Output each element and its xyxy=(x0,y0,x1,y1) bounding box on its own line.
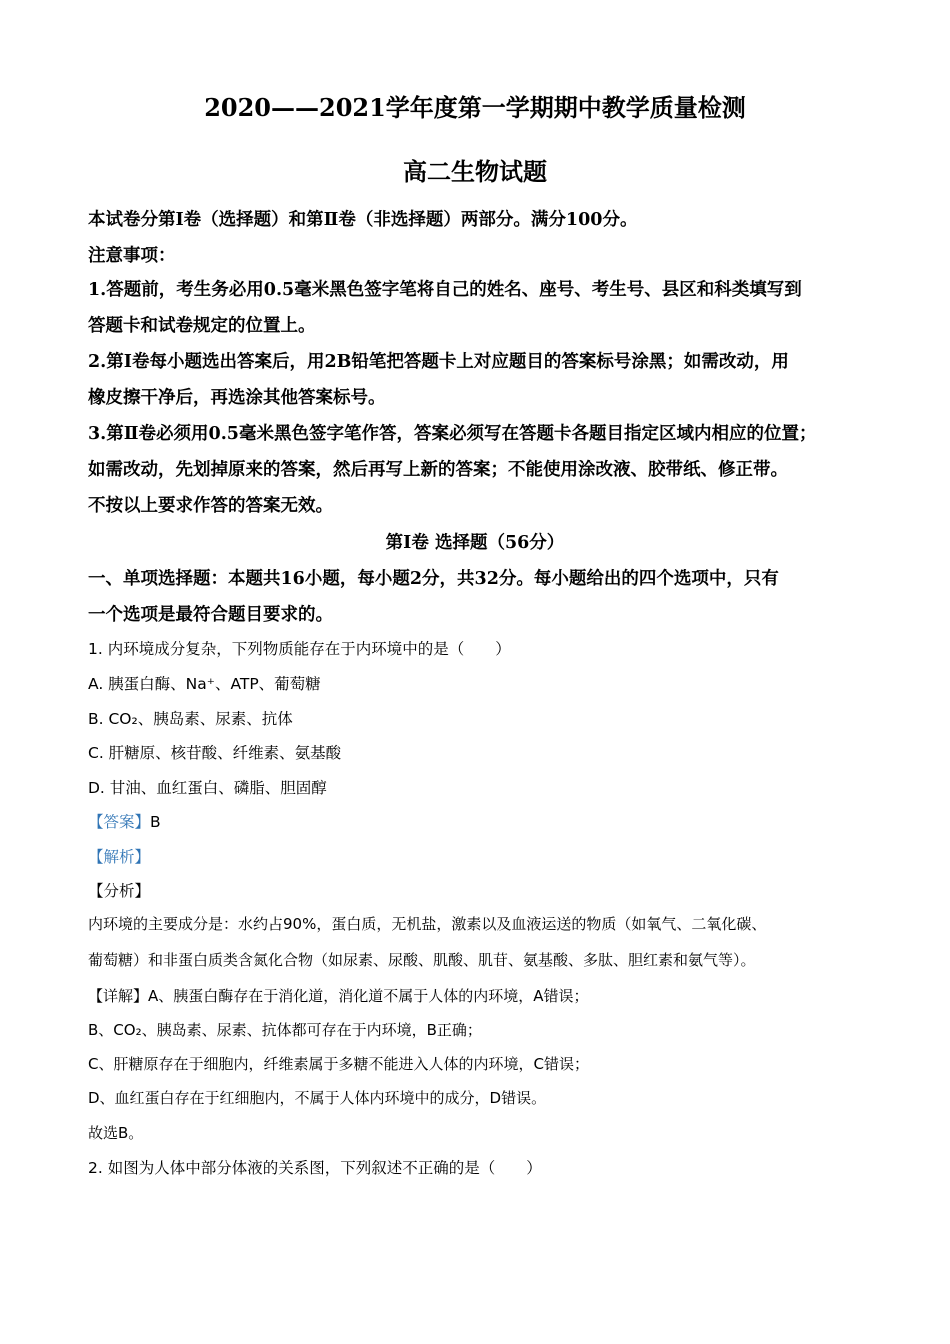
question-1-option-a: A. 胰蛋白酶、Na⁺、ATP、葡萄糖 xyxy=(88,675,321,693)
section-instructions-b: 一个选项是最符合题目要求的。 xyxy=(88,605,333,625)
note-1a: 1.答题前，考生务必用0.5毫米黑色签字笔将自己的姓名、座号、考生号、县区和科类填写到 xyxy=(88,280,802,300)
fenxi-tag: 【分析】 xyxy=(88,882,151,900)
notes-heading: 注意事项： xyxy=(88,246,176,266)
question-1-stem: 1. 内环境成分复杂，下列物质能存在于内环境中的是（ ） xyxy=(88,640,511,658)
fenxi-text-a: 内环境的主要成分是：水约占90%，蛋白质，无机盐，激素以及血液运送的物质（如氧气、二氧化碳、 xyxy=(88,915,767,933)
question-1-option-d: D. 甘油、血红蛋白、磷脂、胆固醇 xyxy=(88,779,327,797)
detail-c: C、肝糖原存在于细胞内，纤维素属于多糖不能进入人体的内环境，C错误； xyxy=(88,1055,589,1073)
intro-line: 本试卷分第Ⅰ卷（选择题）和第Ⅱ卷（非选择题）两部分。满分100分。 xyxy=(88,210,638,230)
exam-subtitle: 高二生物试题 xyxy=(403,157,547,186)
conclusion: 故选B。 xyxy=(88,1124,144,1142)
fenxi-text-b: 葡萄糖）和非蛋白质类含氮化合物（如尿素、尿酸、肌酸、肌苷、氨基酸、多肽、胆红素和氨气等）。 xyxy=(88,951,756,969)
section-instructions-a: 一、单项选择题：本题共16小题，每小题2分，共32分。每小题给出的四个选项中，只有 xyxy=(88,569,779,589)
detail-b: B、CO₂、胰岛素、尿素、抗体都可存在于内环境，B正确； xyxy=(88,1021,482,1039)
note-3b: 如需改动，先划掉原来的答案，然后再写上新的答案；不能使用涂改液、胶带纸、修正带。 xyxy=(88,460,788,480)
answer-line xyxy=(88,810,161,832)
detail-d: D、血红蛋白存在于红细胞内，不属于人体内环境中的成分，D错误。 xyxy=(88,1089,547,1107)
answer-tag: 【答案】 xyxy=(88,813,151,831)
note-2b: 橡皮擦干净后，再选涂其他答案标号。 xyxy=(88,388,386,408)
note-3a: 3.第Ⅱ卷必须用0.5毫米黑色签字笔作答，答案必须写在答题卡各题目指定区域内相应的位置； xyxy=(88,424,817,444)
section-heading: 第Ⅰ卷 选择题（56分） xyxy=(385,533,565,553)
analysis-tag: 【解析】 xyxy=(88,848,151,866)
note-3c: 不按以上要求作答的答案无效。 xyxy=(88,496,333,516)
answer-value: B xyxy=(150,813,161,831)
note-1b: 答题卡和试卷规定的位置上。 xyxy=(88,316,316,336)
question-2-stem: 2. 如图为人体中部分体液的关系图，下列叙述不正确的是（ ） xyxy=(88,1159,542,1177)
question-1-option-c: C. 肝糖原、核苷酸、纤维素、氨基酸 xyxy=(88,744,342,762)
exam-title: 2020——2021学年度第一学期期中教学质量检测 xyxy=(204,93,746,122)
detail-a: 【详解】A、胰蛋白酶存在于消化道，消化道不属于人体的内环境，A错误； xyxy=(88,987,589,1005)
question-1-option-b: B. CO₂、胰岛素、尿素、抗体 xyxy=(88,710,293,728)
note-2a: 2.第Ⅰ卷每小题选出答案后，用2B铅笔把答题卡上对应题目的答案标号涂黑；如需改动，用 xyxy=(88,352,789,372)
